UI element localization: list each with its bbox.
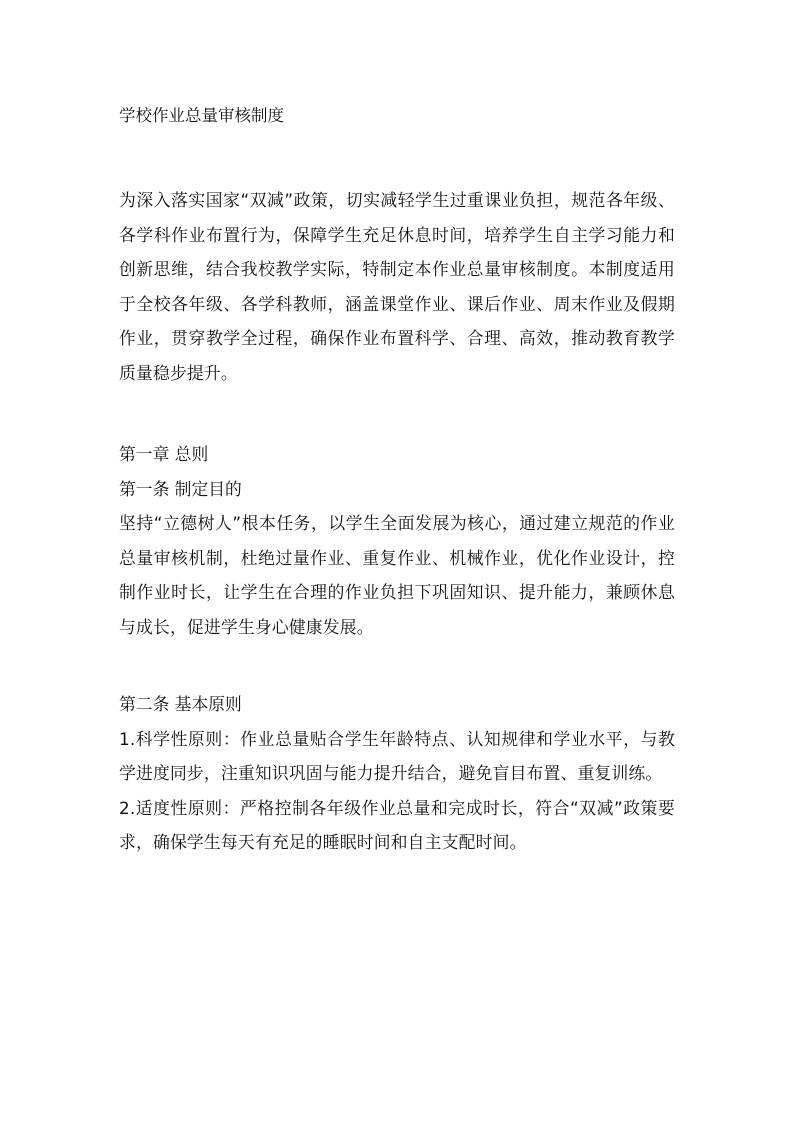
article-1-body: 坚持“立德树人”根本任务，以学生全面发展为核心，通过建立规范的作业总量审核机制，杜绝过量作业、重复作业、机械作业，优化作业设计，控制作业时长，让学生在合理的作业负担下巩固知识、提升能力，兼顾休息与成长，促进学生身心健康发展。: [119, 513, 675, 637]
document-body: [119, 99, 675, 860]
document-title: 学校作业总量审核制度: [119, 106, 284, 125]
spacer: [119, 644, 675, 687]
intro-paragraph: 为深入落实国家“双减”政策，切实减轻学生过重课业负担，规范各年级、各学科作业布置行为，保障学生充足休息时间，培养学生自主学习能力和创新思维，结合我校教学实际，特制定本作业总量审核制度。本制度适用于全校各年级、各学科教师，涵盖课堂作业、课后作业、周末作业及假期作业，贯穿教学全过程，确保作业布置科学、合理、高效，推动教育教学质量稳步提升。: [119, 190, 675, 383]
article-2-heading: 第二条 基本原则: [119, 694, 242, 714]
article-2-item-1: 1.科学性原则：作业总量贴合学生年龄特点、认知规律和学业水平，与教学进度同步，注重知识巩固与能力提升结合，避免盲目布置、重复训练。: [119, 728, 675, 783]
spacer: [119, 133, 675, 183]
spacer: [119, 390, 675, 437]
chapter-heading: 第一章 总则: [119, 444, 209, 464]
article-2-item-2: 2.适度性原则：严格控制各年级作业总量和完成时长，符合“双减”政策要求，确保学生每天有充足的睡眠时间和自主支配时间。: [119, 797, 675, 852]
article-1-heading: 第一条 制定目的: [119, 478, 242, 499]
